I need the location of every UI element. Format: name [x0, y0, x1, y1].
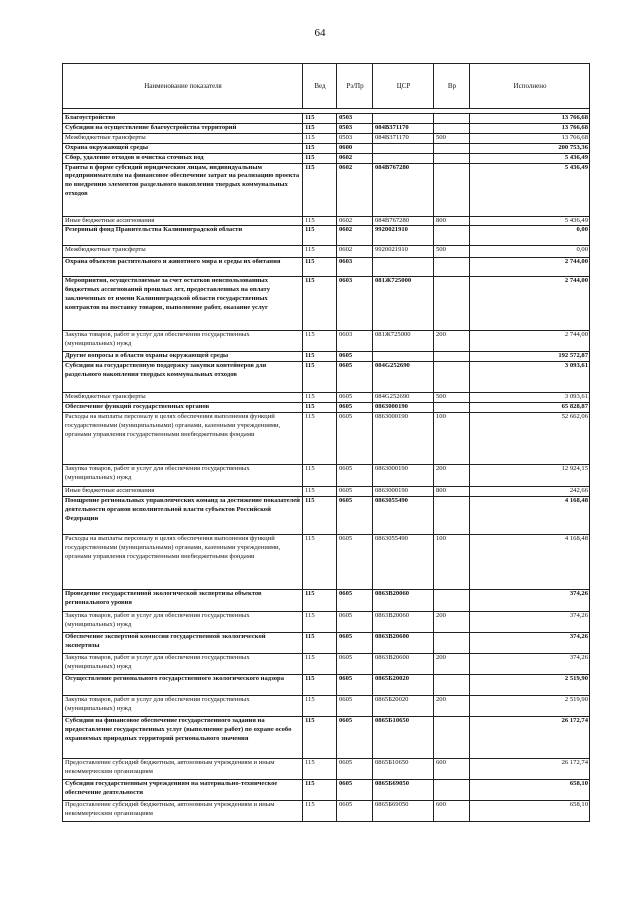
- row-vr: [434, 258, 470, 277]
- row-ved: 115: [303, 633, 337, 654]
- table-header-row: [63, 64, 590, 109]
- table-row: [63, 331, 590, 352]
- row-name: Гранты в форме субсидий юридическим лицам, индивидуальным предпринимателям на финансовое обеспечение затрат на реализацию проекта по внедрению элементов раздельного накопления твердых коммунальных отходов: [63, 163, 303, 216]
- row-ved: 115: [303, 246, 337, 258]
- row-csr: 0863В20600: [373, 633, 434, 654]
- row-ved: 115: [303, 497, 337, 535]
- row-vr: 100: [434, 413, 470, 465]
- row-vr: [434, 497, 470, 535]
- row-ved: 115: [303, 153, 337, 163]
- row-rzpr: 0503: [337, 133, 373, 143]
- row-rzpr: 0605: [337, 612, 373, 633]
- row-vr: [434, 153, 470, 163]
- row-vr: 500: [434, 393, 470, 403]
- table-row: [63, 352, 590, 362]
- row-vr: [434, 352, 470, 362]
- row-rzpr: 0602: [337, 153, 373, 163]
- row-csr: 0865Б69050: [373, 801, 434, 822]
- row-vr: 200: [434, 331, 470, 352]
- row-csr: 0865Б10650: [373, 759, 434, 780]
- row-csr: 081Ж725000: [373, 277, 434, 331]
- row-csr: [373, 143, 434, 153]
- table-row: [63, 246, 590, 258]
- row-name: Закупка товаров, работ и услуг для обеспечения государственных (муниципальных) нужд: [63, 331, 303, 352]
- row-csr: 9920021910: [373, 246, 434, 258]
- row-rzpr: 0605: [337, 590, 373, 612]
- row-rzpr: 0605: [337, 465, 373, 487]
- row-name: Благоустройство: [63, 114, 303, 124]
- row-ved: 115: [303, 123, 337, 133]
- table-row: [63, 465, 590, 487]
- row-csr: 0863В20600: [373, 654, 434, 675]
- row-vr: 500: [434, 133, 470, 143]
- row-csr: 084G252690: [373, 393, 434, 403]
- row-ved: 115: [303, 133, 337, 143]
- row-amount: 658,10: [470, 801, 590, 822]
- row-ved: 115: [303, 413, 337, 465]
- table-row: [63, 487, 590, 497]
- row-ved: 115: [303, 114, 337, 124]
- row-csr: 084В371170: [373, 133, 434, 143]
- row-rzpr: 0602: [337, 163, 373, 216]
- table-row: [63, 413, 590, 465]
- row-ved: 115: [303, 277, 337, 331]
- row-vr: [434, 123, 470, 133]
- header-rzpr: Рз/Пр: [337, 64, 373, 109]
- row-vr: [434, 362, 470, 393]
- row-vr: [434, 403, 470, 413]
- budget-execution-table: [62, 63, 590, 822]
- header-vr: Вр: [434, 64, 470, 109]
- row-name: Сбор, удаление отходов и очистка сточных вод: [63, 153, 303, 163]
- table-row: [63, 590, 590, 612]
- row-name: Закупка товаров, работ и услуг для обеспечения государственных (муниципальных) нужд: [63, 465, 303, 487]
- table-row: [63, 153, 590, 163]
- table-row: [63, 675, 590, 696]
- row-rzpr: 0605: [337, 633, 373, 654]
- row-amount: 374,26: [470, 633, 590, 654]
- row-csr: 0863000190: [373, 413, 434, 465]
- row-ved: 115: [303, 780, 337, 801]
- row-ved: 115: [303, 362, 337, 393]
- row-vr: [434, 114, 470, 124]
- row-rzpr: 0600: [337, 143, 373, 153]
- row-ved: 115: [303, 352, 337, 362]
- row-csr: 0865Б20020: [373, 696, 434, 717]
- row-rzpr: 0605: [337, 497, 373, 535]
- row-vr: 200: [434, 465, 470, 487]
- row-csr: 0863000190: [373, 403, 434, 413]
- row-name: Закупка товаров, работ и услуг для обеспечения государственных (муниципальных) нужд: [63, 696, 303, 717]
- row-amount: 5 436,49: [470, 163, 590, 216]
- table-row: [63, 717, 590, 759]
- table-row: [63, 801, 590, 822]
- row-rzpr: 0605: [337, 654, 373, 675]
- row-ved: 115: [303, 487, 337, 497]
- table-row: [63, 226, 590, 246]
- table-row: [63, 497, 590, 535]
- row-rzpr: 0605: [337, 403, 373, 413]
- row-ved: 115: [303, 696, 337, 717]
- row-rzpr: 0605: [337, 780, 373, 801]
- page-number: 64: [314, 27, 326, 39]
- row-rzpr: 0605: [337, 393, 373, 403]
- row-vr: [434, 163, 470, 216]
- row-csr: 084В767280: [373, 163, 434, 216]
- row-amount: 26 172,74: [470, 717, 590, 759]
- row-name: Обеспечение функций государственных органов: [63, 403, 303, 413]
- table-row: [63, 612, 590, 633]
- table-row: [63, 633, 590, 654]
- row-rzpr: 0602: [337, 226, 373, 246]
- row-csr: 0863В20060: [373, 590, 434, 612]
- table-row: [63, 123, 590, 133]
- row-amount: 2 519,90: [470, 696, 590, 717]
- row-rzpr: 0605: [337, 352, 373, 362]
- row-amount: 4 168,48: [470, 535, 590, 590]
- row-rzpr: 0602: [337, 216, 373, 226]
- row-vr: 200: [434, 612, 470, 633]
- row-amount: 242,66: [470, 487, 590, 497]
- row-ved: 115: [303, 393, 337, 403]
- table-row: [63, 403, 590, 413]
- row-name: Иные бюджетные ассигнования: [63, 487, 303, 497]
- row-csr: 0863В20060: [373, 612, 434, 633]
- row-csr: 0865Б10650: [373, 717, 434, 759]
- row-name: Предоставление субсидий бюджетным, автономным учреждениям и иным некоммерческим организациям: [63, 801, 303, 822]
- row-amount: 65 828,87: [470, 403, 590, 413]
- row-rzpr: 0605: [337, 675, 373, 696]
- row-name: Мероприятия, осуществляемые за счет остатков неиспользованных бюджетных ассигнований прошлых лет, предоставленных на оплату заключенных от имени Калининградской области государственных контрактов на поставку товаров, выполнение работ, оказание услуг: [63, 277, 303, 331]
- row-rzpr: 0603: [337, 277, 373, 331]
- row-amount: 26 172,74: [470, 759, 590, 780]
- row-name: Обеспечение экспертной комиссии государственной экологической экспертизы: [63, 633, 303, 654]
- row-amount: 3 093,61: [470, 393, 590, 403]
- row-csr: 0863055490: [373, 535, 434, 590]
- row-name: Расходы на выплаты персоналу в целях обеспечения выполнения функций государственными (муниципальными) органами, казенными учреждениями, органами управления государственными внебюджетными фондами: [63, 413, 303, 465]
- row-vr: 200: [434, 696, 470, 717]
- row-amount: 13 766,68: [470, 114, 590, 124]
- row-name: Другие вопросы в области охраны окружающей среды: [63, 352, 303, 362]
- row-vr: [434, 675, 470, 696]
- row-amount: 13 766,68: [470, 133, 590, 143]
- row-name: Иные бюджетные ассигнования: [63, 216, 303, 226]
- row-name: Субсидии государственным учреждениям на материально-техническое обеспечение деятельности: [63, 780, 303, 801]
- row-ved: 115: [303, 403, 337, 413]
- row-ved: 115: [303, 465, 337, 487]
- row-name: Межбюджетные трансферты: [63, 393, 303, 403]
- row-vr: 600: [434, 759, 470, 780]
- row-rzpr: 0605: [337, 413, 373, 465]
- row-amount: 5 436,49: [470, 153, 590, 163]
- row-vr: [434, 780, 470, 801]
- row-amount: 374,26: [470, 612, 590, 633]
- row-amount: 2 744,00: [470, 277, 590, 331]
- table-row: [63, 258, 590, 277]
- row-amount: 12 924,15: [470, 465, 590, 487]
- row-name: Осуществление регионального государственного экологического надзора: [63, 675, 303, 696]
- row-name: Субсидии на осуществление благоустройства территорий: [63, 123, 303, 133]
- row-rzpr: 0603: [337, 331, 373, 352]
- row-csr: 084G252690: [373, 362, 434, 393]
- row-amount: 5 436,49: [470, 216, 590, 226]
- row-name: Межбюджетные трансферты: [63, 246, 303, 258]
- row-vr: 800: [434, 216, 470, 226]
- row-csr: 084В767280: [373, 216, 434, 226]
- row-rzpr: 0503: [337, 114, 373, 124]
- row-amount: 2 744,00: [470, 331, 590, 352]
- table-row: [63, 277, 590, 331]
- row-vr: 200: [434, 654, 470, 675]
- row-ved: 115: [303, 590, 337, 612]
- row-rzpr: 0603: [337, 258, 373, 277]
- row-csr: 081Ж725000: [373, 331, 434, 352]
- table-row: [63, 759, 590, 780]
- row-amount: 0,00: [470, 226, 590, 246]
- row-rzpr: 0602: [337, 246, 373, 258]
- header-ved: Вед: [303, 64, 337, 109]
- row-ved: 115: [303, 717, 337, 759]
- table-row: [63, 163, 590, 216]
- row-ved: 115: [303, 216, 337, 226]
- header-name: Наименование показателя: [63, 64, 303, 109]
- row-amount: 3 093,61: [470, 362, 590, 393]
- row-vr: 800: [434, 487, 470, 497]
- row-csr: [373, 153, 434, 163]
- row-rzpr: 0605: [337, 801, 373, 822]
- row-vr: [434, 717, 470, 759]
- row-name: Закупка товаров, работ и услуг для обеспечения государственных (муниципальных) нужд: [63, 654, 303, 675]
- row-ved: 115: [303, 331, 337, 352]
- table-row: [63, 143, 590, 153]
- row-name: Расходы на выплаты персоналу в целях обеспечения выполнения функций государственными (муниципальными) органами, казенными учреждениями, органами управления государственными внебюджетными фондами: [63, 535, 303, 590]
- row-amount: 4 168,48: [470, 497, 590, 535]
- row-amount: 658,10: [470, 780, 590, 801]
- row-vr: [434, 590, 470, 612]
- row-rzpr: 0605: [337, 717, 373, 759]
- row-ved: 115: [303, 163, 337, 216]
- row-ved: 115: [303, 675, 337, 696]
- row-csr: [373, 114, 434, 124]
- table-row: [63, 362, 590, 393]
- row-csr: 9920021910: [373, 226, 434, 246]
- table-row: [63, 393, 590, 403]
- row-amount: 0,00: [470, 246, 590, 258]
- row-csr: 0863000190: [373, 465, 434, 487]
- header-amount: Исполнено: [470, 64, 590, 109]
- row-amount: 2 744,00: [470, 258, 590, 277]
- row-name: Охрана объектов растительного и животного мира и среды их обитания: [63, 258, 303, 277]
- row-rzpr: 0503: [337, 123, 373, 133]
- row-ved: 115: [303, 759, 337, 780]
- row-vr: [434, 226, 470, 246]
- row-rzpr: 0605: [337, 759, 373, 780]
- row-vr: 500: [434, 246, 470, 258]
- table-row: [63, 654, 590, 675]
- row-amount: 374,26: [470, 654, 590, 675]
- row-name: Межбюджетные трансферты: [63, 133, 303, 143]
- row-vr: [434, 633, 470, 654]
- table-row: [63, 216, 590, 226]
- row-name: Предоставление субсидий бюджетным, автономным учреждениям и иным некоммерческим организациям: [63, 759, 303, 780]
- row-ved: 115: [303, 258, 337, 277]
- row-csr: 0865Б69050: [373, 780, 434, 801]
- row-csr: 084В371170: [373, 123, 434, 133]
- row-vr: 600: [434, 801, 470, 822]
- row-ved: 115: [303, 226, 337, 246]
- table-row: [63, 114, 590, 124]
- row-csr: [373, 258, 434, 277]
- row-csr: [373, 352, 434, 362]
- row-vr: 100: [434, 535, 470, 590]
- row-csr: 0865Б20020: [373, 675, 434, 696]
- row-rzpr: 0605: [337, 696, 373, 717]
- row-amount: 2 519,90: [470, 675, 590, 696]
- row-ved: 115: [303, 654, 337, 675]
- row-name: Поощрение региональных управленческих команд за достижение показателей деятельности органов исполнительной власти субъектов Российской Федерации: [63, 497, 303, 535]
- table-row: [63, 780, 590, 801]
- row-name: Субсидии на финансовое обеспечение государственного задания на предоставление государственных услуг (выполнение работ) по охране особо охраняемых природных территорий регионального значения: [63, 717, 303, 759]
- row-csr: 0863055490: [373, 497, 434, 535]
- row-vr: [434, 143, 470, 153]
- row-amount: 374,26: [470, 590, 590, 612]
- row-vr: [434, 277, 470, 331]
- row-name: Охрана окружающей среды: [63, 143, 303, 153]
- row-rzpr: 0605: [337, 535, 373, 590]
- row-ved: 115: [303, 535, 337, 590]
- table-row: [63, 696, 590, 717]
- row-name: Субсидии на государственную поддержку закупки контейнеров для раздельного накопления твердых коммунальных отходов: [63, 362, 303, 393]
- row-rzpr: 0605: [337, 487, 373, 497]
- row-amount: 192 572,87: [470, 352, 590, 362]
- row-amount: 200 753,36: [470, 143, 590, 153]
- row-amount: 13 766,68: [470, 123, 590, 133]
- row-ved: 115: [303, 143, 337, 153]
- row-rzpr: 0605: [337, 362, 373, 393]
- table-row: [63, 535, 590, 590]
- row-name: Проведение государственной экологической экспертизы объектов регионального уровня: [63, 590, 303, 612]
- row-name: Закупка товаров, работ и услуг для обеспечения государственных (муниципальных) нужд: [63, 612, 303, 633]
- header-csr: ЦСР: [373, 64, 434, 109]
- row-amount: 52 662,06: [470, 413, 590, 465]
- row-ved: 115: [303, 612, 337, 633]
- row-csr: 0863000190: [373, 487, 434, 497]
- row-name: Резервный фонд Правительства Калининградской области: [63, 226, 303, 246]
- row-ved: 115: [303, 801, 337, 822]
- table-row: [63, 133, 590, 143]
